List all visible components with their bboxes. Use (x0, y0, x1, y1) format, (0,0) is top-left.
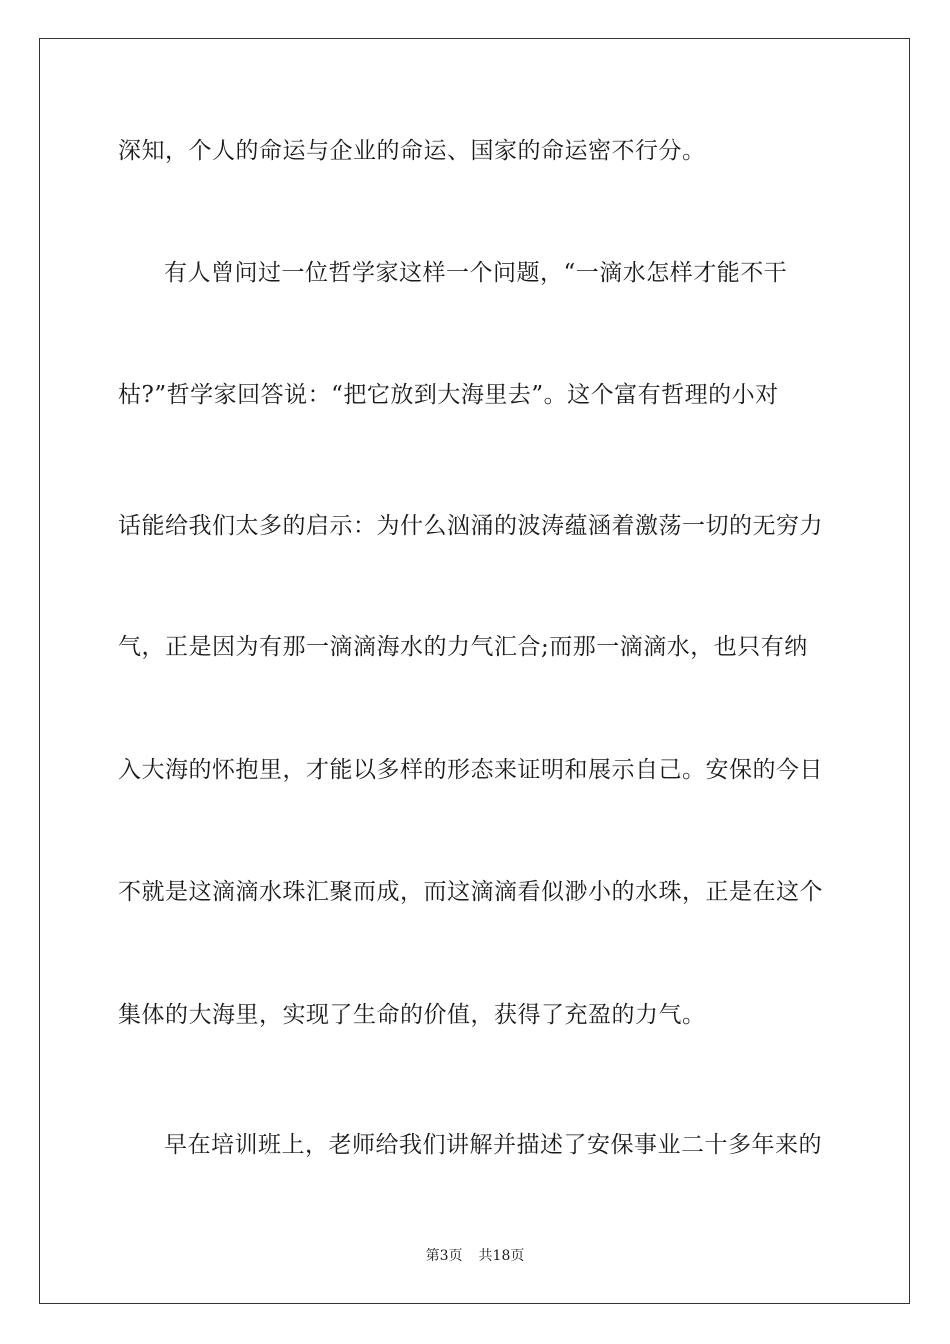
page-number: 第3页 (425, 1248, 463, 1264)
body-text-line: 不就是这滴滴水珠汇聚而成，而这滴滴看似渺小的水珠，正是在这个 (118, 879, 823, 905)
body-text-line: 枯?”哲学家回答说：“把它放到大海里去”。这个富有哲理的小对 (118, 382, 779, 408)
body-text-line: 入大海的怀抱里，才能以多样的形态来证明和展示自己。安保的今日 (118, 757, 823, 783)
body-text-line: 深知，个人的命运与企业的命运、国家的命运密不行分。 (118, 138, 706, 164)
body-text-line: 集体的大海里，实现了生命的价值，获得了充盈的力气。 (118, 1002, 706, 1028)
body-text-line: 早在培训班上，老师给我们讲解并描述了安保事业二十多年来的 (164, 1132, 822, 1158)
body-text-line: 有人曾问过一位哲学家这样一个问题，“一滴水怎样才能不干 (164, 260, 788, 286)
total-pages: 共18页 (478, 1248, 525, 1264)
page-border (39, 38, 910, 1304)
page-footer (0, 1247, 950, 1265)
body-text-line: 气，正是因为有那一滴滴海水的力气汇合;而那一滴滴水，也只有纳 (118, 634, 808, 660)
body-text-line: 话能给我们太多的启示：为什么汹涌的波涛蕴涵着激荡一切的无穷力 (118, 513, 823, 539)
